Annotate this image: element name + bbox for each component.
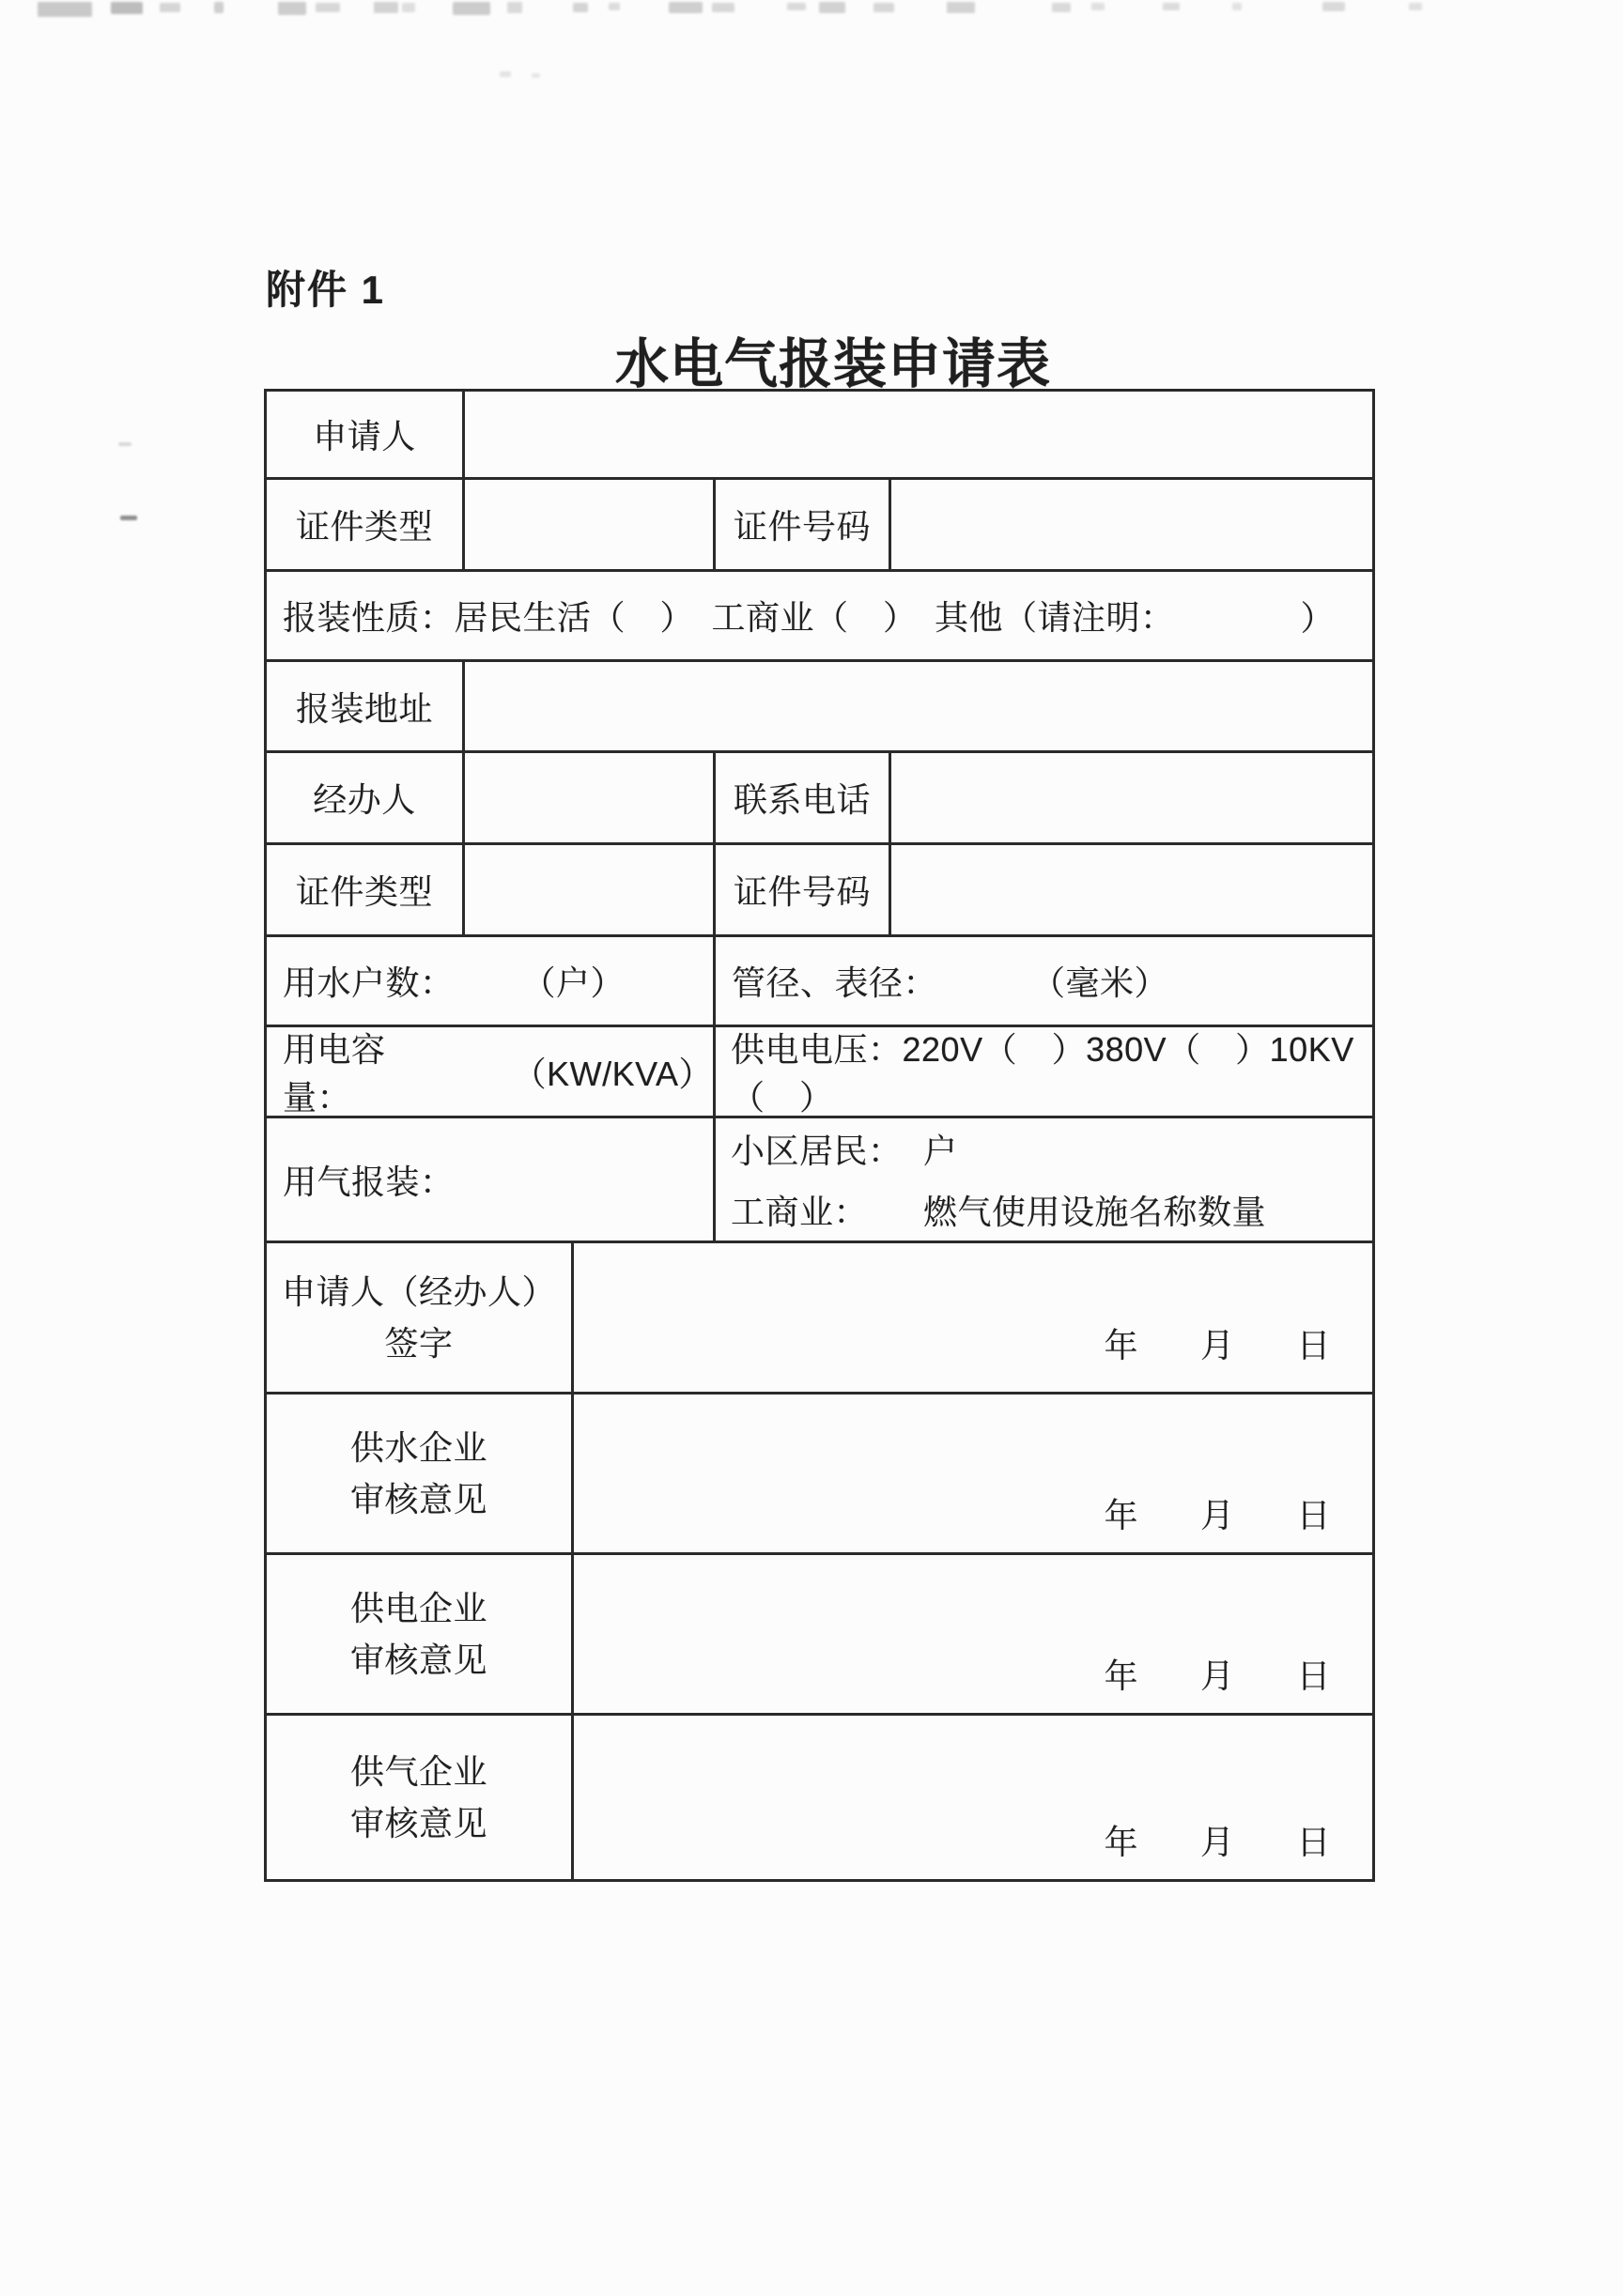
signature-date xyxy=(1104,1319,1331,1367)
id-type-1-label-cell xyxy=(267,480,465,569)
water-review-date xyxy=(1104,1489,1331,1537)
table-row-gas-review xyxy=(267,1713,1372,1879)
table-row-water xyxy=(267,934,1372,1025)
applicant-label-cell xyxy=(267,392,465,477)
nature-closing-paren: ） xyxy=(1300,598,1335,637)
gas-install-label: 用气报装： xyxy=(283,1162,455,1201)
table-row-nature xyxy=(267,569,1372,659)
nature-cell xyxy=(267,572,1372,659)
table-row-agent xyxy=(267,750,1372,842)
electric-review-input-cell xyxy=(574,1555,1372,1713)
gas-resident-line xyxy=(731,1125,958,1173)
signature-input-cell xyxy=(574,1243,1372,1392)
signature-label-line2: 签字 xyxy=(384,1324,454,1363)
id-number-1-label: 证件号码 xyxy=(733,507,871,546)
water-review-label-cell xyxy=(267,1395,574,1552)
gas-resident-label: 小区居民： xyxy=(731,1132,903,1170)
date-year: 年 xyxy=(1104,1496,1138,1534)
electric-review-label-line1: 供电企业 xyxy=(349,1589,487,1627)
electric-review-label-cell xyxy=(267,1555,574,1713)
table-row-id-2 xyxy=(267,842,1372,934)
date-month: 月 xyxy=(1199,1657,1235,1695)
agent-label-cell xyxy=(267,753,465,842)
electric-capacity-unit: （KW/KVA） xyxy=(512,1054,713,1093)
gas-detail-cell xyxy=(716,1118,1372,1240)
gas-business-line xyxy=(731,1186,1266,1234)
signature-label-line1: 申请人（经办人） xyxy=(281,1272,556,1311)
date-day: 日 xyxy=(1296,1496,1331,1534)
date-month: 月 xyxy=(1199,1326,1235,1364)
table-row-gas xyxy=(267,1116,1372,1240)
address-input-cell xyxy=(465,662,1372,750)
table-row-address xyxy=(267,659,1372,750)
date-year: 年 xyxy=(1104,1823,1138,1861)
id-number-2-label-cell xyxy=(716,845,891,934)
gas-review-input-cell xyxy=(574,1716,1372,1879)
gas-business-label: 工商业： xyxy=(731,1193,869,1231)
id-type-1-label: 证件类型 xyxy=(295,507,433,546)
gas-resident-unit: 户 xyxy=(923,1132,958,1170)
electric-capacity-label: 用电容量： xyxy=(283,1030,386,1117)
id-type-2-label-cell xyxy=(267,845,465,934)
table-row-applicant xyxy=(267,392,1372,477)
date-year: 年 xyxy=(1104,1657,1138,1695)
electric-review-date xyxy=(1104,1650,1331,1698)
pipe-diameter-cell xyxy=(716,937,1372,1025)
gas-review-label-cell xyxy=(267,1716,574,1879)
phone-input-cell xyxy=(891,753,1372,842)
gas-review-label-line1: 供气企业 xyxy=(349,1752,487,1791)
signature-label-cell xyxy=(267,1243,574,1392)
id-type-2-input-cell xyxy=(465,845,716,934)
address-label: 报装地址 xyxy=(295,688,433,728)
water-households-label: 用水户数： xyxy=(283,963,455,1002)
pipe-diameter-label: 管径、表径： xyxy=(732,963,938,1002)
gas-review-date xyxy=(1104,1816,1331,1864)
date-month: 月 xyxy=(1199,1496,1235,1534)
gas-business-value: 燃气使用设施名称数量 xyxy=(923,1193,1267,1231)
phone-label-cell xyxy=(716,753,891,842)
phone-label: 联系电话 xyxy=(733,780,871,819)
water-review-label-line1: 供水企业 xyxy=(349,1428,487,1467)
date-day: 日 xyxy=(1296,1823,1331,1861)
supply-voltage-options: 供电电压：220V（ ）380V（ ）10KV（ ） xyxy=(731,1030,1354,1117)
pipe-diameter-unit: （毫米） xyxy=(1031,963,1169,1002)
agent-input-cell xyxy=(465,753,716,842)
table-row-electric-review xyxy=(267,1552,1372,1713)
table-row-signature xyxy=(267,1240,1372,1392)
address-label-cell xyxy=(267,662,465,750)
applicant-input-cell xyxy=(465,392,1372,477)
agent-label: 经办人 xyxy=(313,780,416,819)
form-table xyxy=(264,389,1375,1882)
id-type-1-input-cell xyxy=(465,480,716,569)
supply-voltage-cell xyxy=(716,1027,1372,1116)
attachment-label: 附件 1 xyxy=(266,268,386,312)
applicant-label: 申请人 xyxy=(313,417,416,455)
gas-review-label-line2: 审核意见 xyxy=(349,1804,487,1842)
water-households-cell xyxy=(267,937,716,1025)
id-number-1-label-cell xyxy=(716,480,891,569)
id-number-2-input-cell xyxy=(891,845,1372,934)
nature-text: 报装性质：居民生活（ ） 工商业（ ） 其他（请注明： xyxy=(283,598,1175,637)
id-type-2-label: 证件类型 xyxy=(295,872,433,911)
id-number-1-input-cell xyxy=(891,480,1372,569)
table-row-water-review xyxy=(267,1392,1372,1552)
water-households-unit: （户） xyxy=(521,963,626,1002)
date-day: 日 xyxy=(1296,1657,1331,1695)
date-day: 日 xyxy=(1296,1326,1331,1364)
electric-capacity-cell xyxy=(267,1027,716,1116)
water-review-label-line2: 审核意见 xyxy=(349,1480,487,1518)
gas-install-label-cell xyxy=(267,1118,716,1240)
date-month: 月 xyxy=(1199,1823,1235,1861)
id-number-2-label: 证件号码 xyxy=(733,872,871,911)
date-year: 年 xyxy=(1104,1326,1138,1364)
page-title: 水电气报装申请表 xyxy=(615,334,1051,394)
table-row-electric xyxy=(267,1025,1372,1116)
electric-review-label-line2: 审核意见 xyxy=(349,1641,487,1679)
table-row-id-1 xyxy=(267,477,1372,569)
water-review-input-cell xyxy=(574,1395,1372,1552)
